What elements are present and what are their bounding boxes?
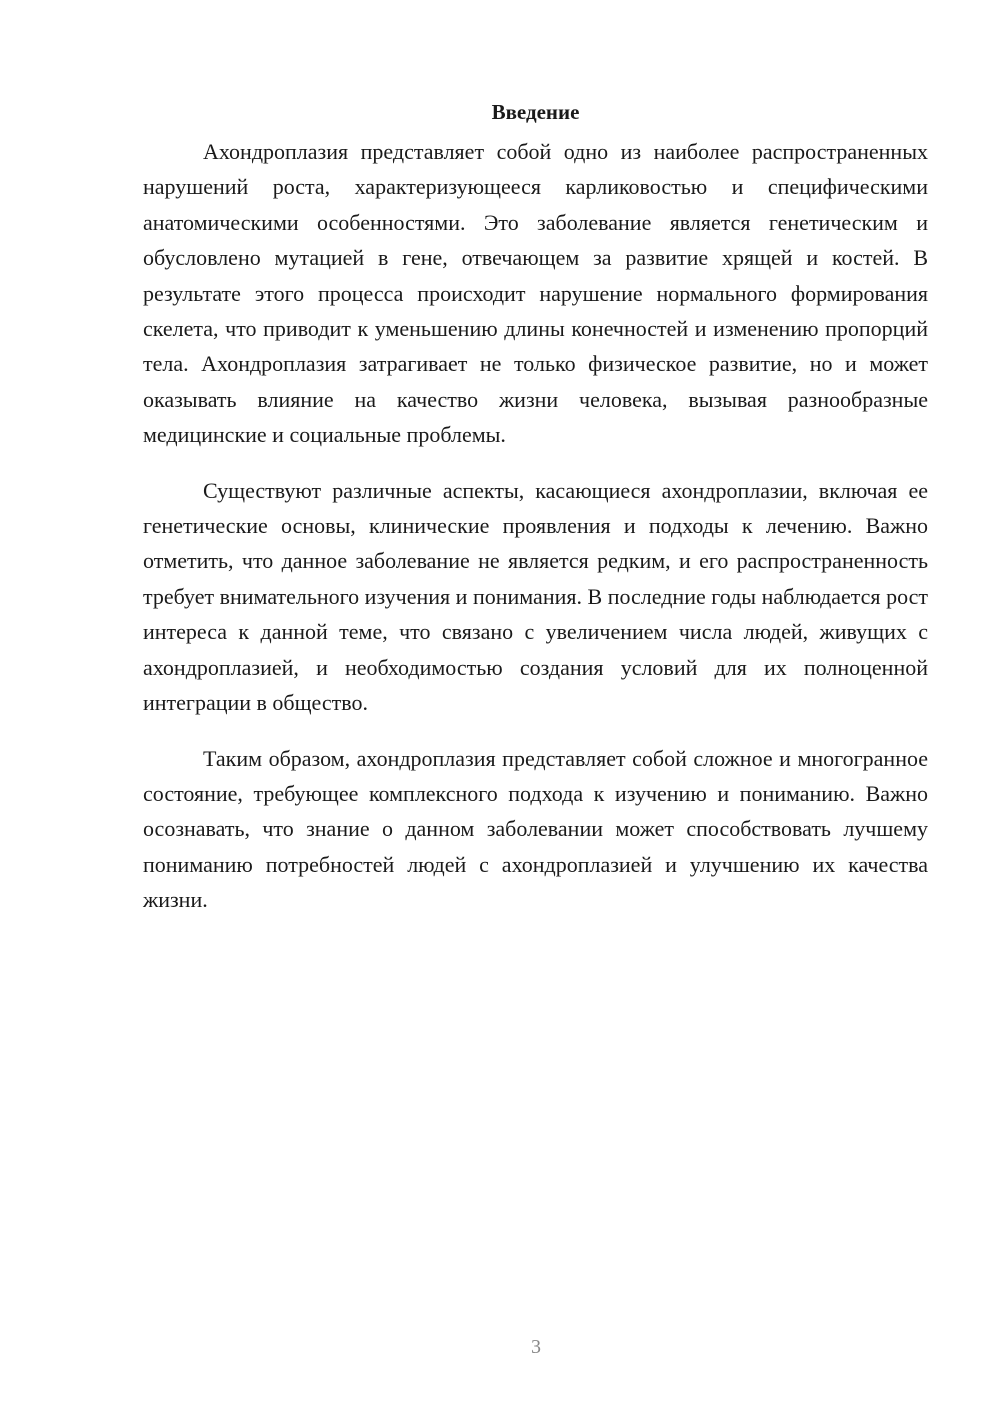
paragraph-2: Существуют различные аспекты, касающиеся ахондроплазии, включая ее генетические основы, клинические проявления и подходы к лечению. Важно отметить, что данное заболевание не является редким, и его распространенность требует внимательного изучения и понимания. В последние годы наблюдается рост интереса к данной теме, что связано с увеличением числа людей, живущих с ахондроплазией, и необходимостью создания условий для их полноценной интеграции в общество.	[143, 477, 928, 716]
page-content	[143, 96, 928, 938]
page-number: 3	[531, 1336, 541, 1358]
section-title: Введение	[491, 100, 580, 124]
paragraph-3: Таким образом, ахондроплазия представляет собой сложное и многогранное состояние, требующее комплексного подхода к изучению и пониманию. Важно осознавать, что знание о данном заболевании может способствовать лучшему пониманию потребностей людей с ахондроплазией и улучшению их качества жизни.	[143, 745, 928, 913]
paragraph-1: Ахондроплазия представляет собой одно из наиболее распространенных нарушений роста, характеризующееся карликовостью и специфическими анатомическими особенностями. Это заболевание является генетическим и обусловлено мутацией в гене, отвечающем за развитие хрящей и костей. В результате этого процесса происходит нарушение нормального формирования скелета, что приводит к уменьшению длины конечностей и изменению пропорций тела. Ахондроплазия затрагивает не только физическое развитие, но и может оказывать влияние на качество жизни человека, вызывая разнообразные медицинские и социальные проблемы.	[143, 139, 928, 448]
